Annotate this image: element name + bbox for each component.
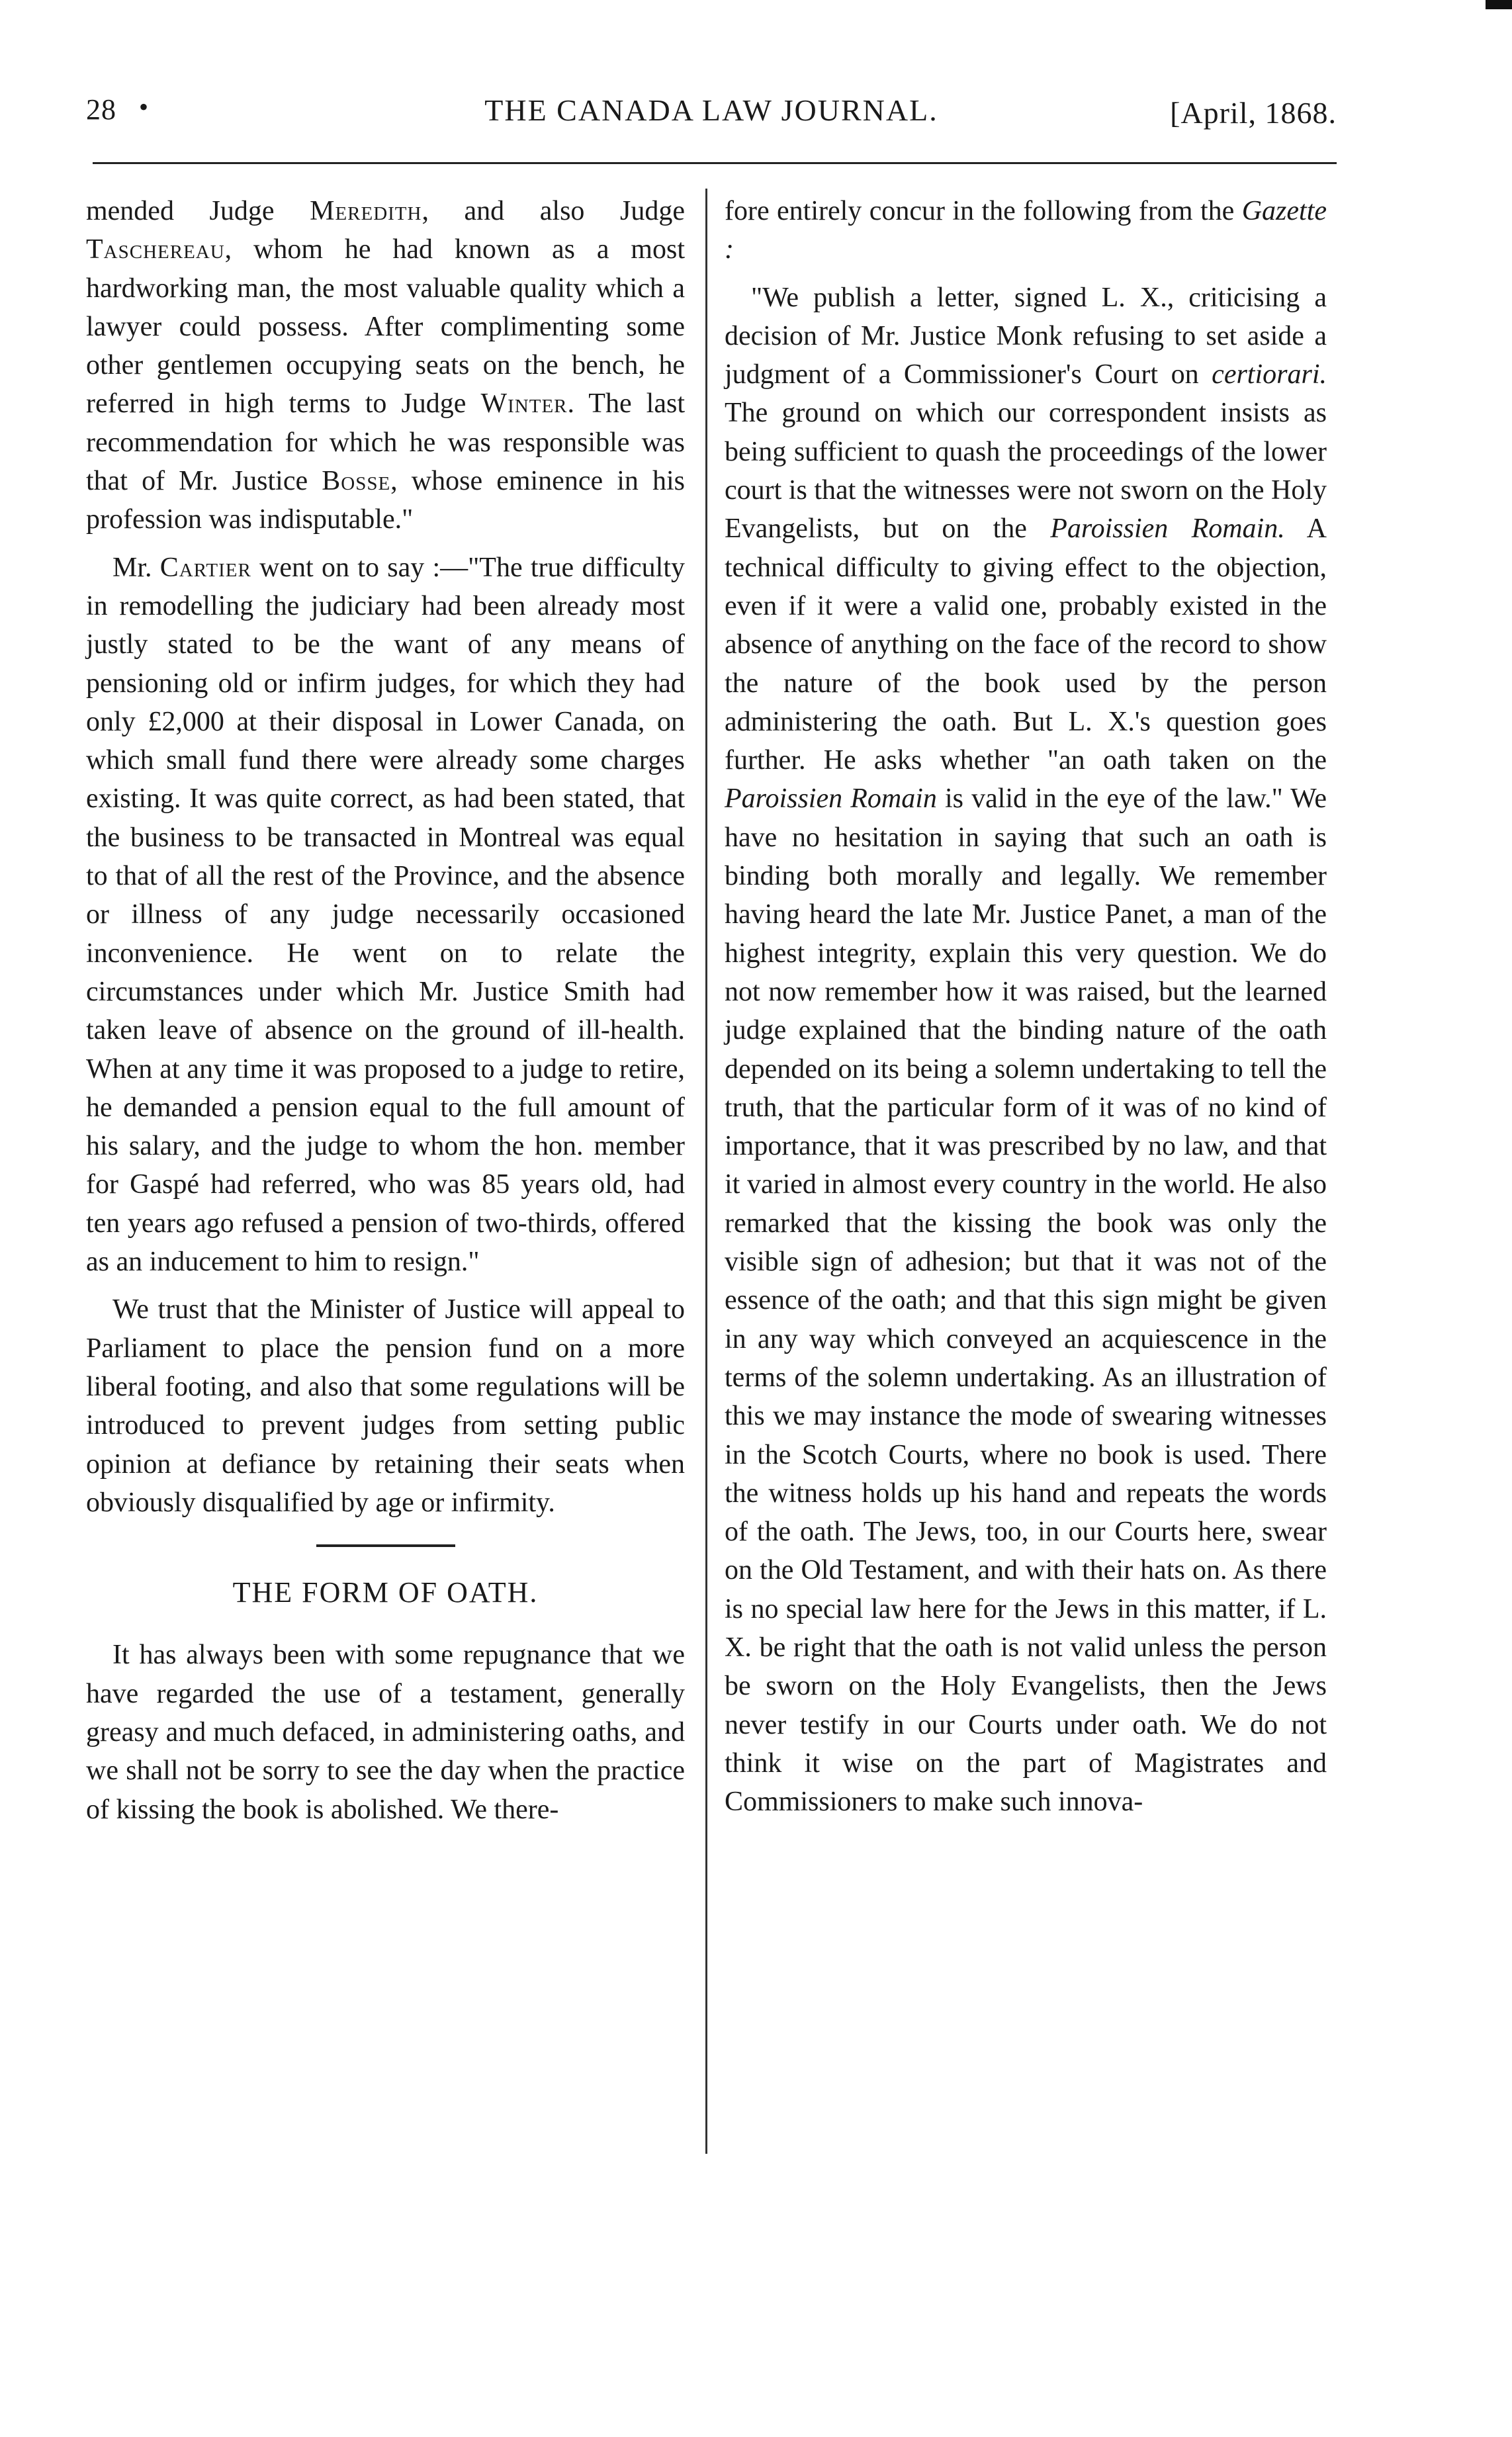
name-cartier: Cartier — [159, 552, 251, 583]
column-divider — [705, 189, 707, 2154]
journal-title: THE CANADA LAW JOURNAL. — [484, 93, 938, 127]
gazette-title: Gazette : — [725, 196, 1327, 265]
paragraph — [725, 192, 1327, 269]
page-number: 28 — [86, 93, 116, 126]
text-run: fore entirely concur in the following from the — [725, 196, 1242, 226]
italic-term: certiorari. — [1212, 359, 1327, 390]
section-divider — [316, 1544, 455, 1547]
text-run: went on to say :—"The true difficulty in remodelling the judiciary had been already most justly stated to be the want of any means of pensioning old or infirm judges, for which they had only £2,000 at their disposal in Lower Canada, on which small fund there were already some charges existing. It was quite correct, as had been stated, that the business to be transacted in Montreal was equal to that of all the rest of the Province, and the absence or illness of any judge necessarily occasioned inconvenience. He went on to relate the circumstances under which Mr. Justice Smith had taken leave of absence on the ground of ill-health. When at any time it was proposed to a judge to retire, he demanded a pension equal to the full amount of his salary, and the judge to whom the hon. member for Gaspé had referred, who was 85 years old, had ten years ago refused a pension of two-thirds, offered as an inducement to him to resign." — [86, 552, 685, 1278]
text-run: . The last recommendation for which he was responsible was that of Mr. Justice — [86, 388, 685, 497]
paragraph — [86, 549, 685, 1282]
text-run: , and also Judge — [422, 196, 685, 226]
issue-date: [April, 1868. — [1170, 96, 1337, 130]
italic-term: Paroissien Romain — [725, 783, 937, 815]
running-head — [86, 93, 1337, 139]
text-run: , whom he had known as a most hardworking man, the most valuable quality which a lawyer could possess. After complimenting some other gentlemen occupying seats on the bench, he referred in high terms to Judge — [86, 234, 685, 420]
header-bullet: • — [139, 92, 150, 122]
text-run: Mr. — [112, 552, 160, 583]
text-run: mended Judge — [86, 196, 310, 226]
name-meredith: Meredith — [310, 196, 422, 226]
scan-corner-mark — [1486, 0, 1512, 9]
name-winter: Winter — [480, 388, 568, 420]
text-run: A technical difficulty to giving effect to the objection, even if it were a valid one, probably existed in the absence of anything on the face of the record to show the nature of the book used by the person administering the oath. But L. X.'s question goes further. He asks whether "an oath taken on the — [725, 513, 1327, 776]
right-column — [725, 192, 1327, 1830]
text-run: "We publish a letter, signed L. X., criticising a decision of Mr. Justice Monk refusing to set aside a judgment of a Commissioner's Court on — [725, 282, 1327, 390]
text-run: The ground on which our correspondent insists as being sufficient to quash the proceedings of the lower court is that the witnesses were not sworn on the Holy Evangelists, but on the — [725, 398, 1327, 545]
paragraph — [86, 192, 685, 539]
name-taschereau: Taschereau — [86, 234, 225, 265]
text-run: is valid in the eye of the law." We have no hesitation in saying that such an oath is binding both morally and legally. We remember having heard the late Mr. Justice Panet, a man of the highest integrity, explain this very question. We do not now remember how it was raised, but the learned judge explained that the binding nature of the oath depended on its being a solemn undertaking to tell the truth, that the particular form of it was of no kind of importance, that it was prescribed by no law, and that it varied in almost every country in the world. He also remarked that the kissing the book was only the visible sign of adhesion; but that it was not of the essence of the oath; and that this sign might be given in any way which conveyed an acquiescence in the terms of the solemn undertaking. As an illustration of this we may instance the mode of swearing witnesses in the Scotch Courts, where no book is used. There the witness holds up his hand and repeats the words of the oath. The Jews, too, in our Courts here, swear on the Old Testament, and with their hats on. As there is no special law here for the Jews in this matter, if L. X. be right that the oath is not valid unless the person be sworn on the Holy Evangelists, then the Jews never testify in our Courts under oath. We do not think it wise on the part of Magistrates and Commissioners to make such innova- — [725, 783, 1327, 1818]
section-heading: THE FORM OF OATH. — [232, 1576, 539, 1609]
name-bosse: Bosse — [322, 466, 391, 497]
header-rule — [93, 162, 1337, 164]
paragraph: We trust that the Minister of Justice will appeal to Parliament to place the pension fund on a more liberal footing, and also that some regulations will be introduced to prevent judges from setting public opinion at defiance by retaining their seats when obviously disqualified by age or infirmity. — [86, 1294, 685, 1518]
paragraph: It has always been with some repugnance that we have regarded the use of a testament, generally greasy and much defaced, in administering oaths, and we shall not be sorry to see the day when the practice of kissing the book is abolished. We there- — [86, 1640, 685, 1825]
text-run: , whose eminence in his profession was indisputable." — [86, 466, 686, 535]
quoted-paragraph — [725, 279, 1327, 1822]
left-column — [86, 192, 685, 1838]
italic-term: Paroissien Romain. — [1050, 513, 1285, 545]
